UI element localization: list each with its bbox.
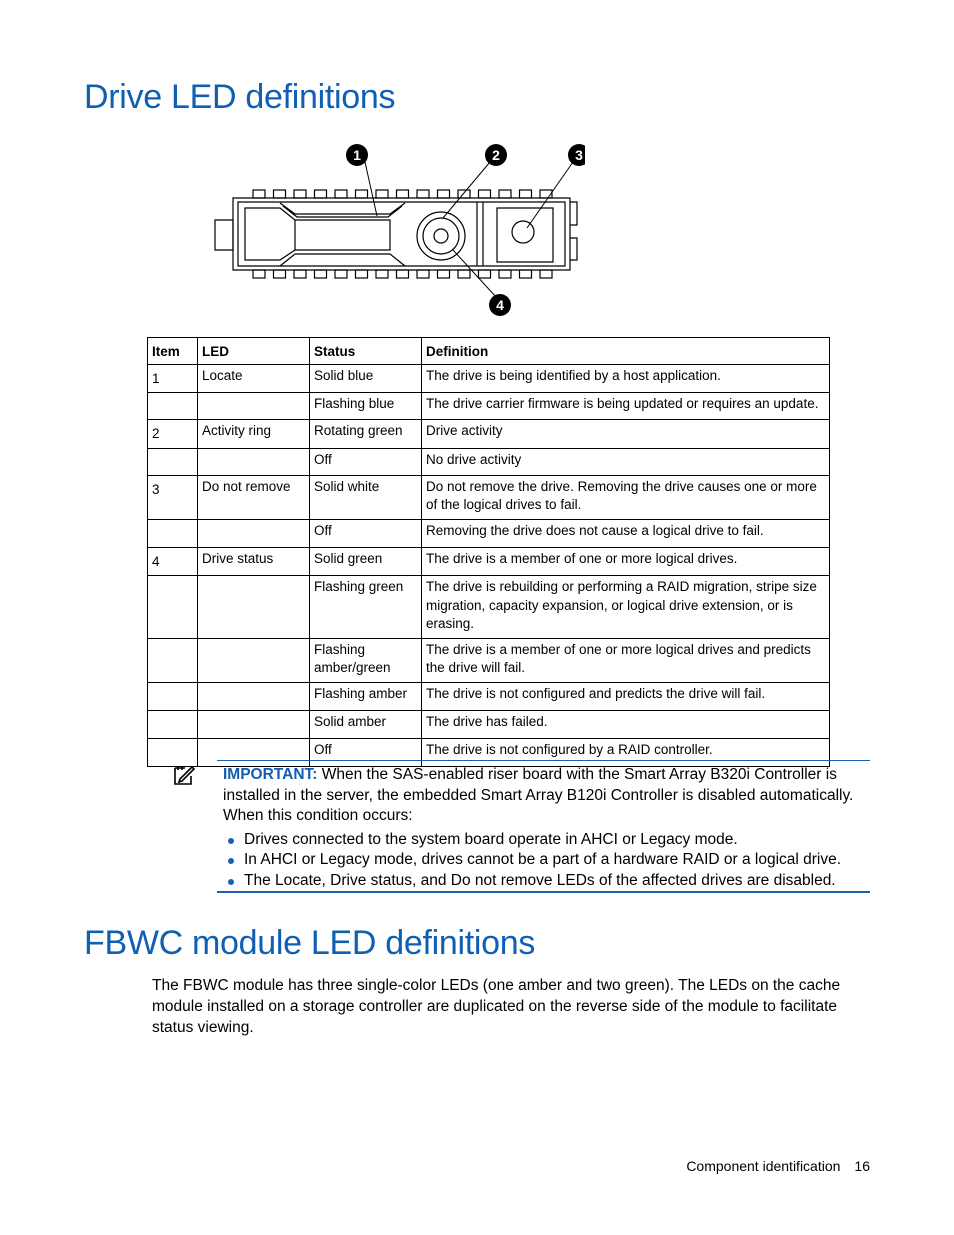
cell-status: Off [310, 448, 422, 475]
list-item: Drives connected to the system board operate in AHCI or Legacy mode. [223, 830, 863, 851]
cell-status: Solid amber [310, 710, 422, 738]
cell-status: Flashing green [310, 576, 422, 639]
cell-definition: Do not remove the drive. Removing the drive causes one or more of the logical drives to fail. [422, 475, 830, 519]
cell-status: Off [310, 519, 422, 547]
callout-2-label: 2 [492, 147, 500, 163]
cell-definition: The drive is being identified by a host application. [422, 364, 830, 393]
cell-item: 1 [148, 364, 198, 393]
important-bullet-list [223, 830, 863, 892]
important-note-icon [172, 765, 196, 787]
cell-led: Drive status [198, 547, 310, 576]
callout-1-label: 1 [353, 147, 361, 163]
table-row [148, 682, 830, 710]
list-item: The Locate, Drive status, and Do not remove LEDs of the affected drives are disabled. [223, 871, 863, 892]
callout-3-label: 3 [575, 147, 583, 163]
table-row [148, 393, 830, 420]
footer-section: Component identification [686, 1158, 841, 1174]
callout-4-icon [489, 294, 511, 316]
table-row [148, 547, 830, 576]
cell-item [148, 738, 198, 766]
cell-led: Activity ring [198, 420, 310, 449]
column-header-status: Status [310, 338, 422, 365]
cell-item: 2 [148, 420, 198, 449]
cell-led [198, 638, 310, 682]
cell-item [148, 448, 198, 475]
cell-status: Flashing blue [310, 393, 422, 420]
cell-item: 4 [148, 547, 198, 576]
cell-item [148, 710, 198, 738]
cell-definition: The drive is a member of one or more logical drives and predicts the drive will fail. [422, 638, 830, 682]
fbwc-paragraph: The FBWC module has three single-color LEDs (one amber and two green). The LEDs on the cache module installed on a storage controller are duplicated on the reverse side of the module to facilitate status viewing. [152, 977, 841, 1036]
page-title: Drive LED definitions [84, 78, 396, 116]
list-item: In AHCI or Legacy mode, drives cannot be a part of a hardware RAID or a logical drive. [223, 850, 863, 871]
table-header-row [148, 338, 830, 365]
cell-led [198, 576, 310, 639]
drive-carrier-illustration [205, 140, 585, 320]
cell-definition: No drive activity [422, 448, 830, 475]
table-row [148, 475, 830, 519]
column-header-definition: Definition [422, 338, 830, 365]
cell-definition: Drive activity [422, 420, 830, 449]
callout-1-icon [346, 144, 368, 166]
important-text: When the SAS-enabled riser board with the Smart Array B320i Controller is installed in the server, the embedded Smart Array B120i Controller is disabled automatically. When this condition occurs: [223, 766, 854, 824]
cell-status: Rotating green [310, 420, 422, 449]
cell-item [148, 393, 198, 420]
cell-status: Solid green [310, 547, 422, 576]
cell-led: Do not remove [198, 475, 310, 519]
table-row [148, 420, 830, 449]
table-row [148, 576, 830, 639]
column-header-led: LED [198, 338, 310, 365]
cell-led [198, 519, 310, 547]
cell-led [198, 682, 310, 710]
table-row [148, 638, 830, 682]
cell-item: 3 [148, 475, 198, 519]
table-row [148, 364, 830, 393]
cell-status: Flashing amber [310, 682, 422, 710]
cell-item [148, 682, 198, 710]
important-label: IMPORTANT: [223, 766, 318, 783]
cell-status: Off [310, 738, 422, 766]
page-number: 16 [854, 1158, 870, 1174]
table-row [148, 448, 830, 475]
cell-status: Flashing amber/green [310, 638, 422, 682]
callout-4-label: 4 [496, 297, 504, 313]
cell-definition: The drive has failed. [422, 710, 830, 738]
cell-item [148, 638, 198, 682]
cell-item [148, 576, 198, 639]
cell-status: Solid blue [310, 364, 422, 393]
cell-led [198, 710, 310, 738]
callout-3-icon [568, 144, 585, 166]
page-footer [600, 1158, 870, 1174]
important-note [217, 760, 870, 893]
cell-definition: The drive carrier firmware is being updated or requires an update. [422, 393, 830, 420]
cell-item [148, 519, 198, 547]
cell-definition: The drive is not configured and predicts the drive will fail. [422, 682, 830, 710]
cell-led [198, 393, 310, 420]
cell-led [198, 448, 310, 475]
cell-definition: Removing the drive does not cause a logical drive to fail. [422, 519, 830, 547]
table-row [148, 519, 830, 547]
cell-status: Solid white [310, 475, 422, 519]
cell-definition: The drive is not configured by a RAID controller. [422, 738, 830, 766]
column-header-item: Item [148, 338, 198, 365]
cell-led: Locate [198, 364, 310, 393]
led-definitions-table [147, 337, 830, 767]
table-row [148, 710, 830, 738]
cell-definition: The drive is a member of one or more logical drives. [422, 547, 830, 576]
cell-definition: The drive is rebuilding or performing a RAID migration, stripe size migration, capacity expansion, or logical drive extension, or is erasing. [422, 576, 830, 639]
callout-2-icon [485, 144, 507, 166]
section-title-fbwc: FBWC module LED definitions [84, 924, 536, 962]
